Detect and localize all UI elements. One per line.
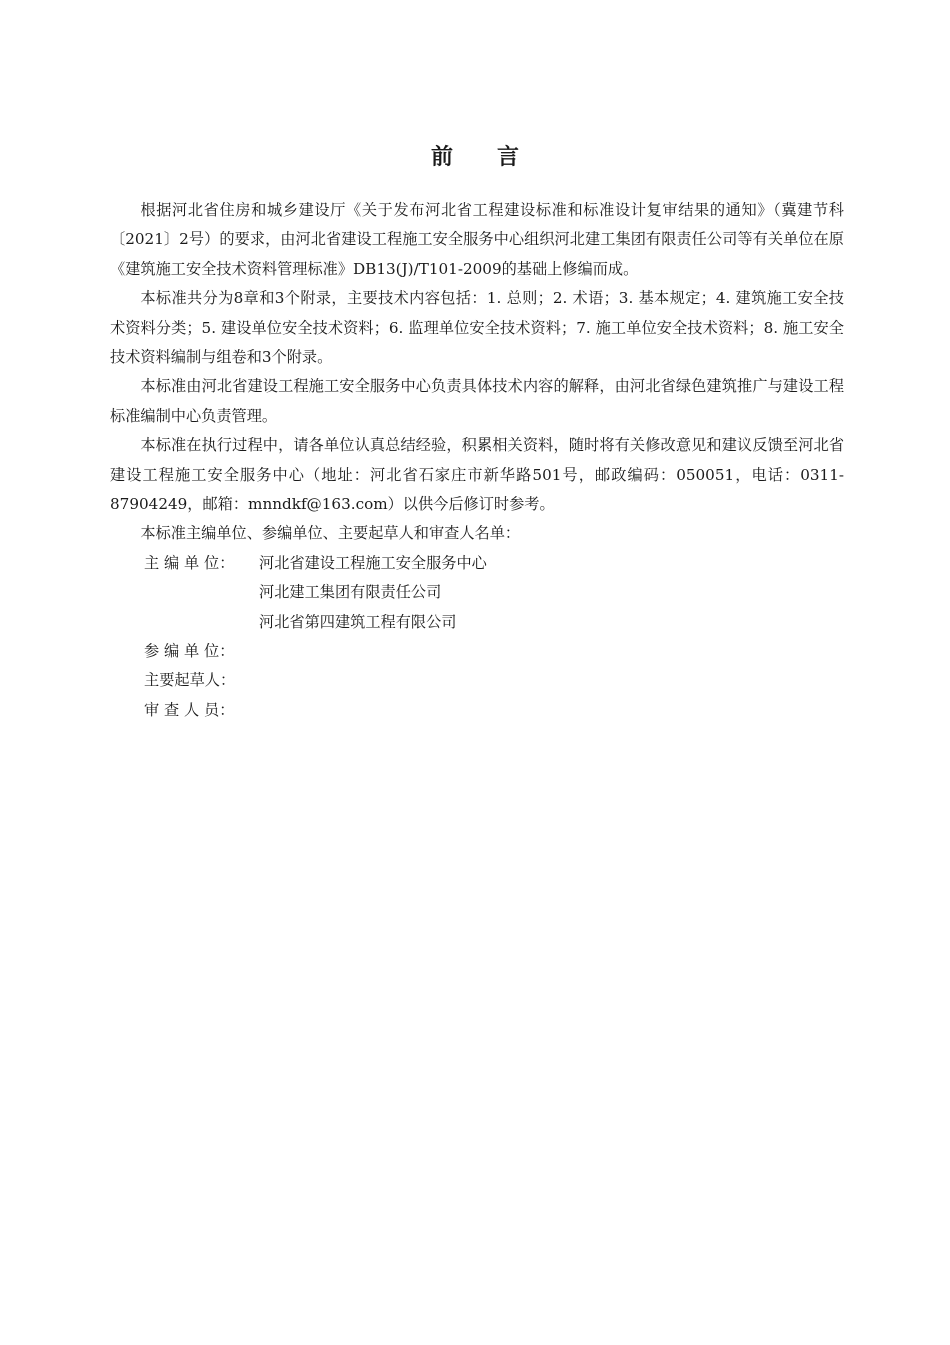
page-title (0, 140, 950, 171)
reviewers-label: 审 查 人 员： (144, 700, 235, 719)
chief-unit-row (110, 549, 844, 578)
title-char-2: 言 (497, 144, 520, 170)
chief-unit-row (110, 608, 844, 637)
document-body (110, 196, 844, 725)
paragraph-feedback: 本标准在执行过程中，请各单位认真总结经验，积累相关资料，随时将有关修改意见和建议反馈至河北省建设工程施工安全服务中心（地址：河北省石家庄市新华路501号，邮政编码：050051，电话：0311-87904249，邮箱：mnndkf@163.com）以供今后修订时参考。 (110, 436, 844, 514)
participating-unit-row (110, 637, 844, 666)
chief-unit-row (110, 578, 844, 607)
drafters-row (110, 666, 844, 695)
chief-unit-value: 河北省建设工程施工安全服务中心 (259, 553, 487, 572)
chief-unit-value: 河北建工集团有限责任公司 (259, 583, 442, 602)
paragraph-basis: 根据河北省住房和城乡建设厅《关于发布河北省工程建设标准和标准设计复审结果的通知》（冀建节科〔2021〕2号）的要求，由河北省建设工程施工安全服务中心组织河北建工集团有限责任公司等有关单位在原《建筑施工安全技术资料管理标准》DB13(J)/T101-2009的基础上修编而成。 (110, 201, 844, 278)
title-char-1: 前 (430, 144, 453, 170)
paragraph-management: 本标准由河北省建设工程施工安全服务中心负责具体技术内容的解释，由河北省绿色建筑推广与建设工程标准编制中心负责管理。 (110, 377, 844, 425)
reviewers-row (110, 696, 844, 725)
chief-unit-label: 主 编 单 位： (144, 553, 235, 572)
drafters-label: 主要起草人： (144, 671, 236, 690)
participating-unit-label: 参 编 单 位： (144, 642, 235, 661)
paragraph-contents: 本标准共分为8章和3个附录，主要技术内容包括：1. 总则；2. 术语；3. 基本规定；4. 建筑施工安全技术资料分类；5. 建设单位安全技术资料；6. 监理单位安全技术资料；7. 施工单位安全技术资料；8. 施工安全技术资料编制与组卷和3个附录。 (110, 289, 844, 367)
chief-unit-value: 河北省第四建筑工程有限公司 (259, 612, 457, 631)
paragraph-list-intro: 本标准主编单位、参编单位、主要起草人和审查人名单： (140, 524, 521, 543)
